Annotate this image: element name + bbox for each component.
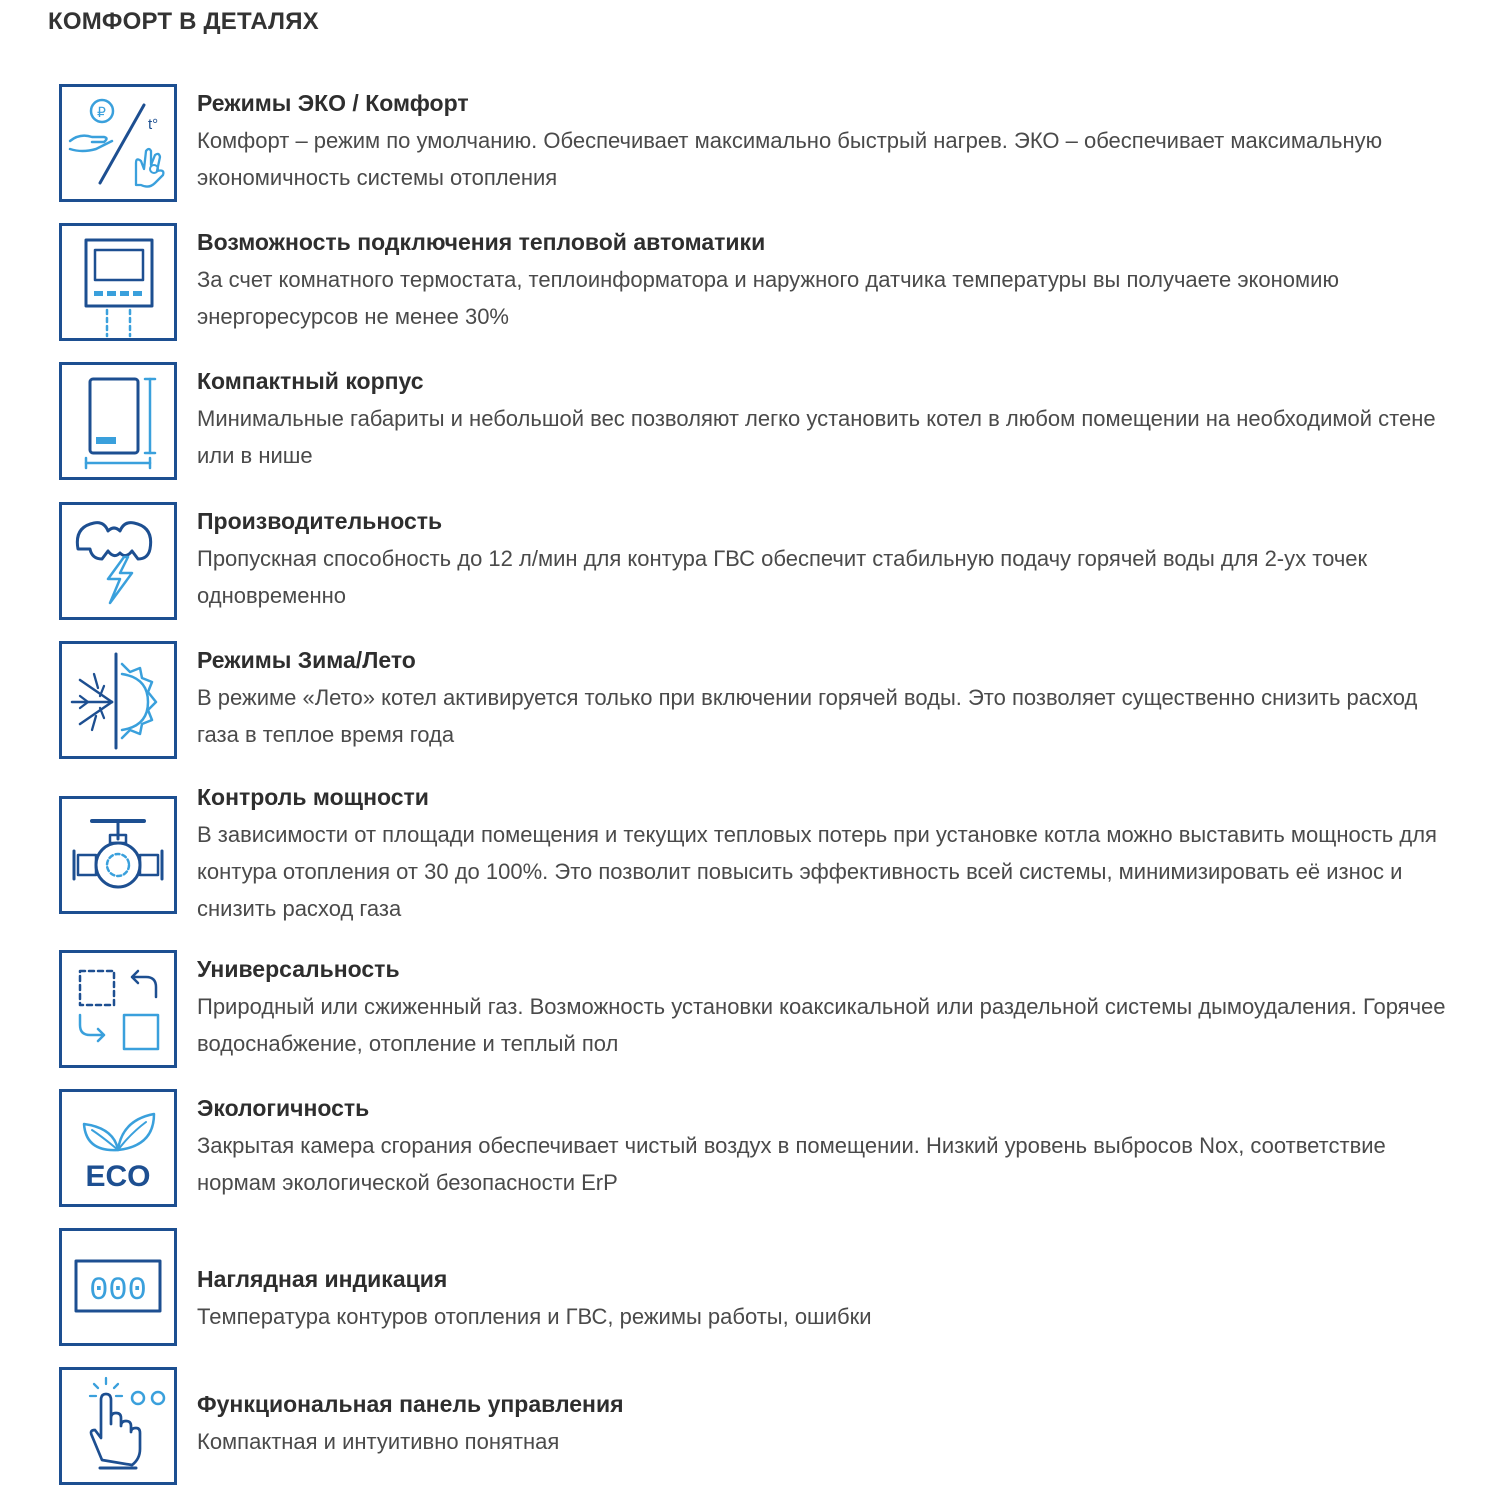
eco-label: ECO <box>85 1160 151 1193</box>
feature-description: Пропускная способность до 12 л/мин для контура ГВС обеспечит стабильную подачу горячей воды для 2-ух точек одновременно <box>197 546 1368 608</box>
feature-title: Функциональная панель управления <box>197 1391 624 1417</box>
valve-icon <box>59 796 177 914</box>
feature-description: Природный или сжиженный газ. Возможность установки коаксикальной или раздельной системы дымоудаления. Горячее водоснабжение, отопление и теплый пол <box>197 994 1446 1056</box>
muscle-lightning-icon <box>59 502 177 620</box>
snowflake-sun-icon <box>59 641 177 759</box>
digital-display-icon <box>59 1228 177 1346</box>
feature-title: Режимы ЭКО / Комфорт <box>197 90 469 116</box>
feature-description: Компактная и интуитивно понятная <box>197 1429 560 1454</box>
feature-title: Экологичность <box>197 1095 370 1121</box>
feature-description: За счет комнатного термостата, теплоинформатора и наружного датчика температуры вы получаете экономию энергоресурсов не менее 30% <box>197 267 1339 329</box>
feature-description: Температура контуров отопления и ГВС, режимы работы, ошибки <box>197 1304 872 1329</box>
touch-hand-icon <box>59 1367 177 1485</box>
feature-title: Возможность подключения тепловой автоматики <box>197 229 766 255</box>
feature-description: Минимальные габариты и небольшой вес позволяют легко установить котел в любом помещении на необходимой стене или в нише <box>197 406 1436 468</box>
display-digits: 000 <box>89 1272 147 1309</box>
svg-text:₽: ₽ <box>97 104 106 120</box>
thermostat-panel-icon <box>59 223 177 341</box>
feature-title: Компактный корпус <box>197 368 424 394</box>
compact-boiler-icon <box>59 362 177 480</box>
feature-description: Комфорт – режим по умолчанию. Обеспечивает максимально быстрый нагрев. ЭКО – обеспечивает максимальную экономичность системы отопления <box>197 128 1383 190</box>
svg-text:t°: t° <box>148 116 159 133</box>
eco-leaves-icon <box>59 1089 177 1207</box>
feature-description: В режиме «Лето» котел активируется только при включении горячей воды. Это позволяет существенно снизить расход газа в теплое время года <box>197 685 1418 747</box>
feature-title: Универсальность <box>197 956 400 982</box>
page-title: КОМФОРТ В ДЕТАЛЯХ <box>48 8 319 35</box>
feature-title: Контроль мощности <box>197 784 429 810</box>
feature-title: Производительность <box>197 508 443 534</box>
feature-title: Наглядная индикация <box>197 1266 448 1292</box>
eco-comfort-hand-coin-icon <box>59 84 177 202</box>
feature-title: Режимы Зима/Лето <box>197 647 416 673</box>
feature-description: В зависимости от площади помещения и текущих тепловых потерь при установке котла можно выставить мощность для контура отопления от 30 до 100%. Это позволит повысить эффективность всей системы, минимизировать её износ и снизить расход газа <box>197 822 1437 921</box>
swap-boxes-icon <box>59 950 177 1068</box>
feature-description: Закрытая камера сгорания обеспечивает чистый воздух в помещении. Низкий уровень выбросов Nox, соответствие нормам экологической безопасности ErP <box>197 1133 1386 1195</box>
